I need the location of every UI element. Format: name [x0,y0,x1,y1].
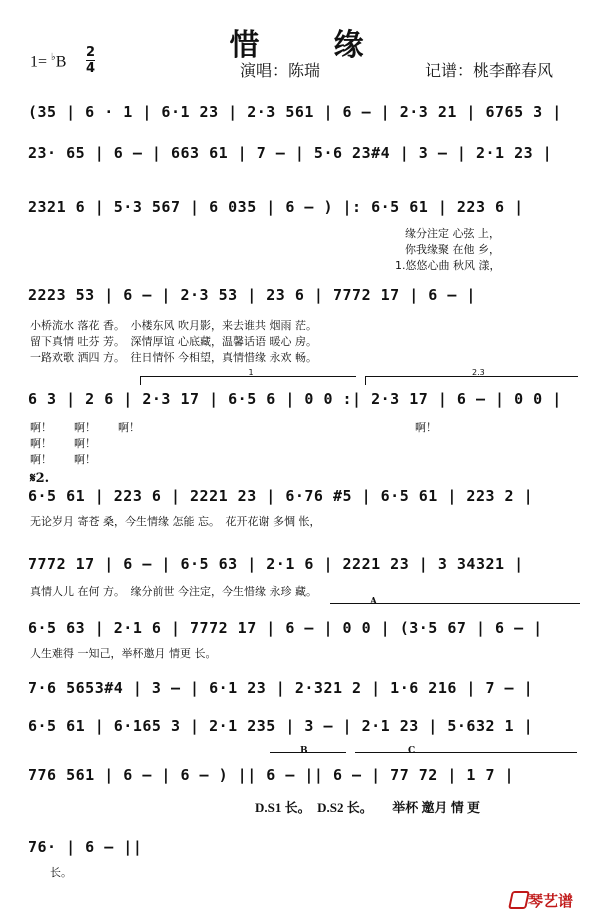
lyric-verse-a-2: 你我缘聚 在他 乡， [405,243,500,256]
lyric-final: 长。 [50,866,72,879]
lyric-chorus-1: 无论岁月 寄苍 桑，今生情缘 怎能 忘。 花开花谢 多惆 怅， [30,515,321,528]
lyric-verse-a-1: 缘分注定 心弦 上， [405,227,500,240]
lyric-chorus-2: 真情人儿 在何 方。 缘分前世 今注定，今生惜缘 永珍 藏。 [30,585,317,598]
meter-bottom: 4 [86,61,96,76]
transcriber-credit: 记谱：桃李醉春风 [425,61,554,80]
score-line-7: 7772 17 | 6 – | 6·5 63 | 2·1 6 | 2221 23 | 3 34321 | [28,555,524,573]
mark-a: A [370,597,377,607]
lyric-verse-a-3: 1.悠悠心曲 秋风 漾， [395,259,501,272]
score-line-9: 7·6 5653#4 | 3 – | 6·1 23 | 2·321 2 | 1·6 216 | 7 – | [28,679,534,697]
score-line-10: 6·5 61 | 6·165 3 | 2·1 235 | 3 – | 2·1 23 | 5·632 1 | [28,717,534,735]
mark-a-line [330,603,580,604]
key-signature: 1= ♭B [30,52,67,71]
mark-c-line [355,752,577,753]
lyric-verse-b-2: 留下真情 吐芬 芳。 深情厚谊 心底藏，温馨话语 暖心 房。 [30,335,317,348]
song-title: 惜 缘 [229,28,386,63]
lyric-ah-1: 啊！ 啊！ 啊！ 啊！ [30,421,437,434]
lyric-verse-b-1: 小桥流水 落花 香。 小楼东风 吹月影，来去谁共 烟雨 茫。 [30,319,317,332]
score-line-6: 6·5 61 | 223 6 | 2221 23 | 6·76 #5 | 6·5 61 | 223 2 | [28,487,534,505]
score-line-4: 2223 53 | 6 – | 2·3 53 | 23 6 | 7772 17 | 6 – | [28,286,476,304]
score-line-8: 6·5 63 | 2·1 6 | 7772 17 | 6 – | 0 0 | (3·5 67 | 6 – | [28,619,543,637]
score-line-1: (35 | 6 · 1 | 6·1 23 | 2·3 561 | 6 – | 2·3 21 | 6765 3 | [28,103,562,121]
verse-mark: 1. [395,259,406,272]
score-line-5: 6 3 | 2 6 | 2·3 17 | 6·5 6 | 0 0 :| 2·3 17 | 6 – | 0 0 | [28,390,562,408]
watermark-logo: 琴艺谱 [528,892,574,910]
volta-23: 2.3 [365,376,578,385]
coda-text: D.S1 长。 D.S2 长。 举杯 邀月 情 更 [255,800,480,815]
mark-b: B [300,746,308,756]
mark-c: C [408,746,416,756]
flat-sign: ♭ [51,52,56,63]
segno-2: 𝄋2. [30,471,50,486]
score-line-3: 2321 6 | 5·3 567 | 6 035 | 6 – ) |: 6·5 61 | 223 6 | [28,198,524,216]
lyric-chorus-3: 人生难得 一知己，举杯邀月 情更 长。 [30,647,217,660]
score-line-12: 76· | 6 – || [28,838,143,856]
singer-credit: 演唱：陈瑞 [240,61,321,80]
meter-top: 2 [86,45,96,60]
lyric-ah-2: 啊！ 啊！ [30,437,96,450]
time-signature [86,46,95,75]
lyric-ah-3: 啊！ 啊！ [30,453,96,466]
lyric-verse-b-3: 一路欢歌 洒四 方。 往日情怀 今相望，真情惜缘 永欢 畅。 [30,351,317,364]
score-line-2: 23· 65 | 6 – | 663 61 | 7 – | 5·6 23#4 | 3 – | 2·1 23 | [28,144,553,162]
volta-1: 1 [140,376,356,385]
score-line-11: 776 561 | 6 – | 6 – ) || 6 – || 6 – | 77 72 | 1 7 | [28,766,515,784]
mark-b-line [270,752,346,753]
logo-icon [508,891,530,909]
